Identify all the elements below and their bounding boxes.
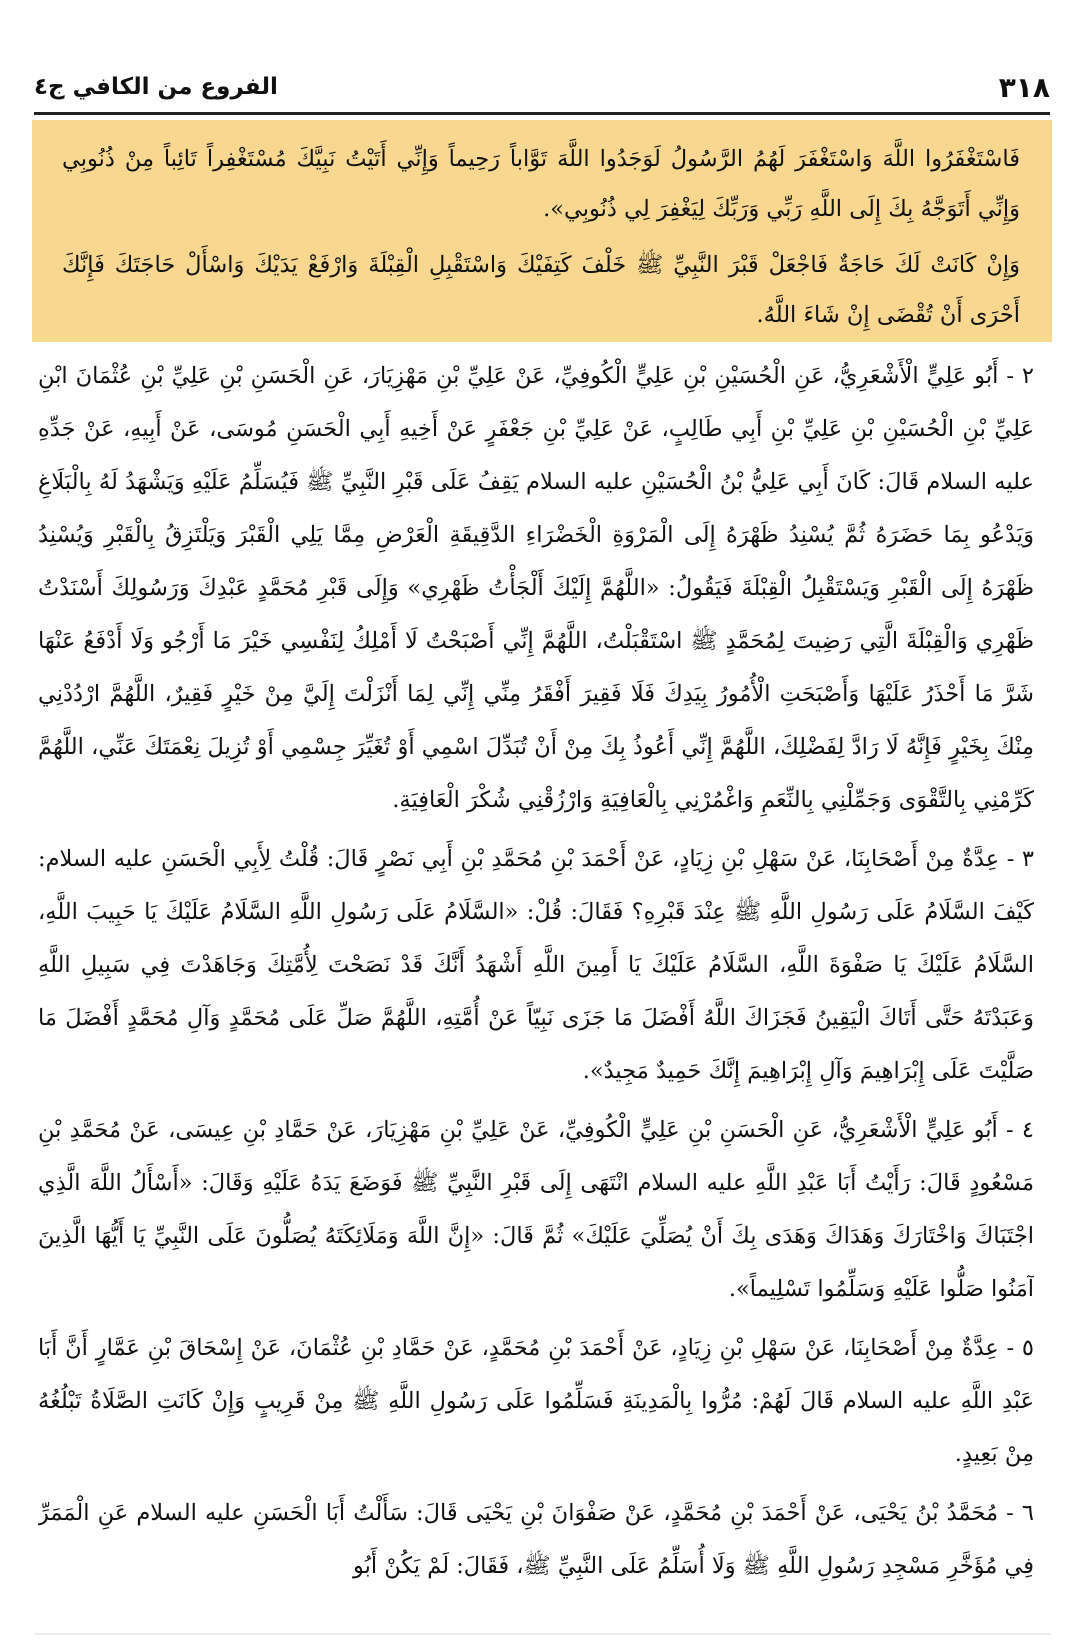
main-text xyxy=(38,350,1034,1617)
highlighted-paragraph: وَإِنْ كَانَتْ لَكَ حَاجَةٌ فَاجْعَلْ قَبْرَ النَّبِيِّ ﷺ خَلْفَ كَتِفَيْكَ وَاسْتَقْبِلِ الْقِبْلَةَ وَارْفَعْ يَدَيْكَ وَاسْأَلْ حَاجَتَكَ فَإِنَّكَ أَحْرَى أَنْ تُقْضَى إِنْ شَاءَ اللَّهُ. xyxy=(62,252,1020,328)
page-number: ٣١٨ xyxy=(998,70,1050,104)
page-header xyxy=(34,62,1050,115)
hadith-paragraph-3: ٣ - عِدَّةٌ مِنْ أَصْحَابِنَا، عَنْ سَهْلِ بْنِ زِيَادٍ، عَنْ أَحْمَدَ بْنِ مُحَمَّدِ بْنِ أَبِي نَصْرٍ قَالَ: قُلْتُ لِأَبِي الْحَسَنِ عليه السلام: كَيْفَ السَّلَامُ عَلَى رَسُولِ اللَّهِ ﷺ عِنْدَ قَبْرِهِ؟ فَقَالَ: قُلْ: «السَّلَامُ عَلَى رَسُولِ اللَّهِ السَّلَامُ عَلَيْكَ يَا حَبِيبَ اللَّهِ، السَّلَامُ عَلَيْكَ يَا صَفْوَةَ اللَّهِ، السَّلَامُ عَلَيْكَ يَا أَمِينَ اللَّهِ أَشْهَدُ أَنَّكَ قَدْ نَصَحْتَ لِأُمَّتِكَ وَجَاهَدْتَ فِي سَبِيلِ اللَّهِ وَعَبَدْتَهُ حَتَّى أَتَاكَ الْيَقِينُ فَجَزَاكَ اللَّهُ أَفْضَلَ مَا جَزَى نَبِيّاً عَنْ أُمَّتِهِ، اللَّهُمَّ صَلِّ عَلَى مُحَمَّدٍ وَآلِ مُحَمَّدٍ أَفْضَلَ مَا صَلَّيْتَ عَلَى إِبْرَاهِيمَ وَآلِ إِبْرَاهِيمَ إِنَّكَ حَمِيدٌ مَجِيدٌ». xyxy=(38,846,1034,1084)
highlighted-passage xyxy=(32,120,1052,342)
hadith-paragraph-6: ٦ - مُحَمَّدُ بْنُ يَحْيَى، عَنْ أَحْمَدَ بْنِ مُحَمَّدٍ، عَنْ صَفْوَانَ بْنِ يَحْيَى قَالَ: سَأَلْتُ أَبَا الْحَسَنِ عليه السلام عَنِ الْمَمَرِّ فِي مُؤَخَّرِ مَسْجِدِ رَسُولِ اللَّهِ ﷺ وَلَا أُسَلِّمُ عَلَى النَّبِيِّ ﷺ، فَقَالَ: لَمْ يَكُنْ أَبُو xyxy=(38,1500,1034,1579)
hadith-paragraph-2: ٢ - أَبُو عَلِيٍّ الْأَشْعَرِيُّ، عَنِ الْحُسَيْنِ بْنِ عَلِيٍّ الْكُوفِيِّ، عَنْ عَلِيِّ بْنِ مَهْزِيَارَ، عَنِ الْحَسَنِ بْنِ عَلِيِّ بْنِ عُثْمَانَ ابْنِ عَلِيِّ بْنِ الْحُسَيْنِ بْنِ عَلِيِّ بْنِ أَبِي طَالِبٍ، عَنْ عَلِيِّ بْنِ جَعْفَرٍ عَنْ أَخِيهِ أَبِي الْحَسَنِ مُوسَى، عَنْ أَبِيهِ، عَنْ جَدِّهِ عليه السلام قَالَ: كَانَ أَبِي عَلِيُّ بْنُ الْحُسَيْنِ عليه السلام يَقِفُ عَلَى قَبْرِ النَّبِيِّ ﷺ فَيُسَلِّمُ عَلَيْهِ وَيَشْهَدُ لَهُ بِالْبَلَاغِ وَيَدْعُو بِمَا حَضَرَهُ ثُمَّ يُسْنِدُ ظَهْرَهُ إِلَى الْمَرْوَةِ الْخَضْرَاءِ الدَّقِيقَةِ الْعَرْضِ مِمَّا يَلِي الْقَبْرَ وَيَلْتَزِقُ بِالْقَبْرِ وَيُسْنِدُ ظَهْرَهُ إِلَى الْقَبْرِ وَيَسْتَقْبِلُ الْقِبْلَةَ فَيَقُولُ: «اللَّهُمَّ إِلَيْكَ أَلْجَأْتُ ظَهْرِي» وَإِلَى قَبْرِ مُحَمَّدٍ عَبْدِكَ وَرَسُولِكَ أَسْنَدْتُ ظَهْرِي وَالْقِبْلَةَ الَّتِي رَضِيتَ لِمُحَمَّدٍ ﷺ اسْتَقْبَلْتُ، اللَّهُمَّ إِنِّي أَصْبَحْتُ لَا أَمْلِكُ لِنَفْسِي خَيْرَ مَا أَرْجُو وَلَا أَدْفَعُ عَنْهَا شَرَّ مَا أَحْذَرُ عَلَيْهَا وَأَصْبَحَتِ الْأُمُورُ بِيَدِكَ فَلَا فَقِيرَ أَفْقَرُ مِنِّي إِنِّي لِمَا أَنْزَلْتَ إِلَيَّ مِنْ خَيْرٍ فَقِيرٌ، اللَّهُمَّ ارْدُدْنِي مِنْكَ بِخَيْرٍ فَإِنَّهُ لَا رَادَّ لِفَضْلِكَ، اللَّهُمَّ إِنِّي أَعُوذُ بِكَ مِنْ أَنْ تُبَدِّلَ اسْمِي أَوْ تُغَيِّرَ جِسْمِي أَوْ تُزِيلَ نِعْمَتَكَ عَنِّي، اللَّهُمَّ كَرِّمْنِي بِالتَّقْوَى وَجَمِّلْنِي بِالنِّعَمِ وَاغْمُرْنِي بِالْعَافِيَةِ وَارْزُقْنِي شُكْرَ الْعَافِيَةِ. xyxy=(38,363,1034,813)
page-bottom-edge xyxy=(34,1633,1050,1635)
hadith-paragraph-5: ٥ - عِدَّةٌ مِنْ أَصْحَابِنَا، عَنْ سَهْلِ بْنِ زِيَادٍ، عَنْ أَحْمَدَ بْنِ مُحَمَّدٍ، عَنْ حَمَّادِ بْنِ عُثْمَانَ، عَنْ إِسْحَاقَ بْنِ عَمَّارٍ أَنَّ أَبَا عَبْدِ اللَّهِ عليه السلام قَالَ لَهُمْ: مُرُّوا بِالْمَدِينَةِ فَسَلِّمُوا عَلَى رَسُولِ اللَّهِ ﷺ مِنْ قَرِيبٍ وَإِنْ كَانَتِ الصَّلَاةُ تَبْلُغُهُ مِنْ بَعِيدٍ. xyxy=(38,1335,1034,1467)
hadith-paragraph-4: ٤ - أَبُو عَلِيٍّ الْأَشْعَرِيُّ، عَنِ الْحَسَنِ بْنِ عَلِيٍّ الْكُوفِيِّ، عَنْ عَلِيِّ بْنِ مَهْزِيَارَ، عَنْ حَمَّادِ بْنِ عِيسَى، عَنْ مُحَمَّدِ بْنِ مَسْعُودٍ قَالَ: رَأَيْتُ أَبَا عَبْدِ اللَّهِ عليه السلام انْتَهَى إِلَى قَبْرِ النَّبِيِّ ﷺ فَوَضَعَ يَدَهُ عَلَيْهِ وَقَالَ: «أَسْأَلُ اللَّهَ الَّذِي اجْتَبَاكَ وَاخْتَارَكَ وَهَدَاكَ وَهَدَى بِكَ أَنْ يُصَلِّيَ عَلَيْكَ» ثُمَّ قَالَ: «إِنَّ اللَّهَ وَمَلَائِكَتَهُ يُصَلُّونَ عَلَى النَّبِيِّ يَا أَيُّهَا الَّذِينَ آمَنُوا صَلُّوا عَلَيْهِ وَسَلِّمُوا تَسْلِيماً». xyxy=(38,1117,1034,1302)
highlighted-paragraph: فَاسْتَغْفَرُوا اللَّهَ وَاسْتَغْفَرَ لَهُمُ الرَّسُولُ لَوَجَدُوا اللَّهَ تَوَّاباً رَحِيماً وَإِنِّي أَتَيْتُ نَبِيَّكَ مُسْتَغْفِراً تَائِباً مِنْ ذُنُوبِي وَإِنِّي أَتَوَجَّهُ بِكَ إِلَى اللَّهِ رَبِّي وَرَبِّكَ لِيَغْفِرَ لِي ذُنُوبِي». xyxy=(62,146,1020,222)
running-title: الفروع من الكافي ج٤ xyxy=(34,74,278,100)
